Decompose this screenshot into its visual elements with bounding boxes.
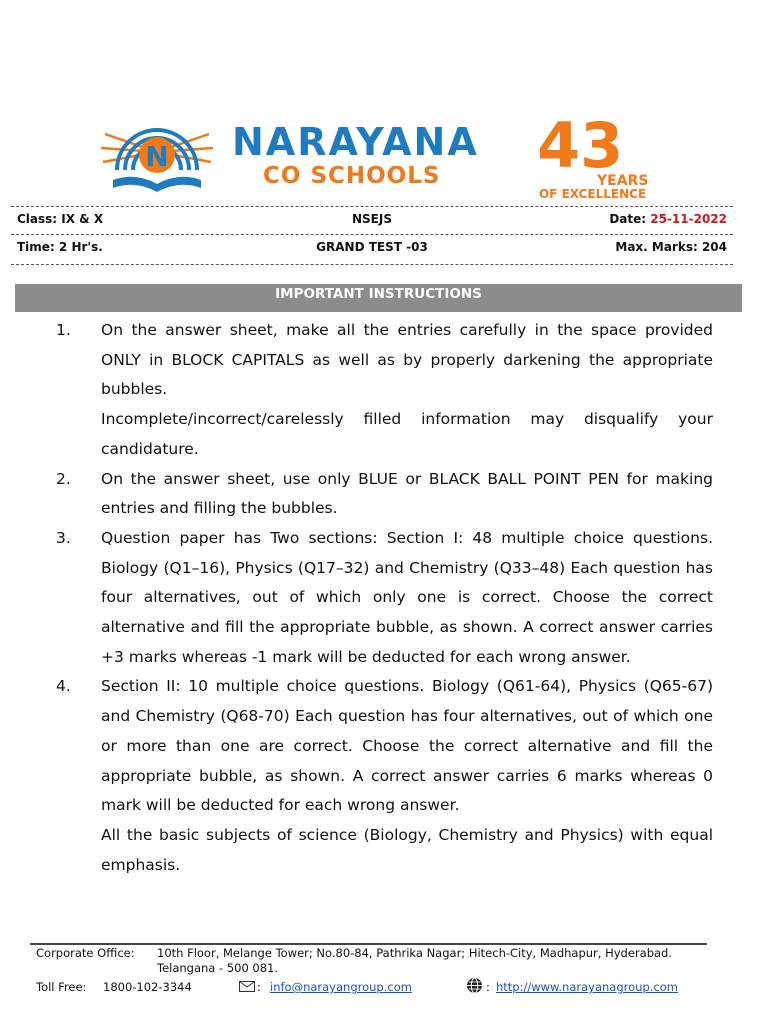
email-link[interactable]: info@narayangroup.com [270,980,412,994]
instruction-number: 2. [56,469,71,488]
years-number: 43 [537,109,624,182]
instruction-number: 3. [56,528,71,547]
office-label: Corporate Office: [36,946,135,960]
instructions-list [0,316,768,880]
footer-divider [30,943,707,945]
instruction-item [56,316,768,465]
instructions-banner: IMPORTANT INSTRUCTIONS [15,284,742,312]
instruction-text: On the answer sheet, use only BLUE or BLACK BALL POINT PEN for making entries and filling the bubbles. [101,469,713,518]
test-name: GRAND TEST -03 [316,240,428,254]
years-of-excellence-badge [535,105,655,200]
time-label: Time: 2 Hr's. [17,240,103,254]
info-row-2 [17,240,727,258]
years-tagline: OF EXCELLENCE [539,187,647,200]
instruction-text: Section II: 10 multiple choice questions. Biology (Q61-64), Physics (Q65-67) and Chemistry (Q68-70) Each question has four alternatives, out of which one or more than one are correct. Choose the correct alternative and fill the appropriate bubble, as shown. A correct answer carries 6 marks whereas 0 mark will be deducted for each wrong answer. [101,677,713,815]
web-separator: : [486,980,490,994]
instruction-text: Incomplete/incorrect/carelessly filled information may disqualify your candidature. [101,410,713,458]
max-marks: Max. Marks: 204 [615,240,727,254]
divider [11,264,733,265]
header-logo [95,100,675,205]
tollfree-label: Toll Free: [36,980,87,994]
tollfree-number: 1800-102-3344 [103,980,192,994]
instruction-text: All the basic subjects of science (Biology, Chemistry and Physics) with equal emphasis. [101,825,713,874]
brand-subtitle: CO SCHOOLS [263,163,441,189]
office-address-line2: Telangana - 500 081. [157,961,279,975]
instruction-text: On the answer sheet, make all the entries carefully in the space provided ONLY in BLOCK CAPITALS as well as by properly darkening the appropriate bubbles. [101,321,713,399]
years-word: YEARS [597,173,649,189]
exam-name: NSEJS [352,212,392,226]
instruction-number: 1. [56,321,71,339]
email-icon [239,981,255,992]
date-value: 25-11-2022 [650,212,727,226]
office-address-line1: 10th Floor, Melange Tower; No.80-84, Pathrika Nagar; Hitech-City, Madhapur, Hyderabad. [157,946,673,960]
info-row-1 [17,212,727,230]
instruction-item [56,524,768,673]
instruction-item [56,672,768,880]
globe-icon [466,977,483,994]
email-separator: : [257,980,261,994]
date: Date: 25-11-2022 [609,212,727,226]
class-label: Class: IX & X [17,212,104,226]
instruction-item [56,465,768,524]
narayana-emblem-icon [95,100,220,200]
divider [11,206,733,207]
svg-text:N: N [145,140,169,173]
brand-name: NARAYANA [232,120,479,164]
divider [11,234,733,235]
instruction-number: 4. [56,677,71,696]
website-link[interactable]: http://www.narayanagroup.com [496,980,678,994]
instruction-text: Question paper has Two sections: Section I: 48 multiple choice questions. Biology (Q1–16), Physics (Q17–32) and Chemistry (Q33–48) Each question has four alternatives, out of which only one is correct. Choose the correct alternative and fill the appropriate bubble, as shown. A correct answer carries +3 marks whereas -1 mark will be deducted for each wrong answer. [101,528,713,666]
